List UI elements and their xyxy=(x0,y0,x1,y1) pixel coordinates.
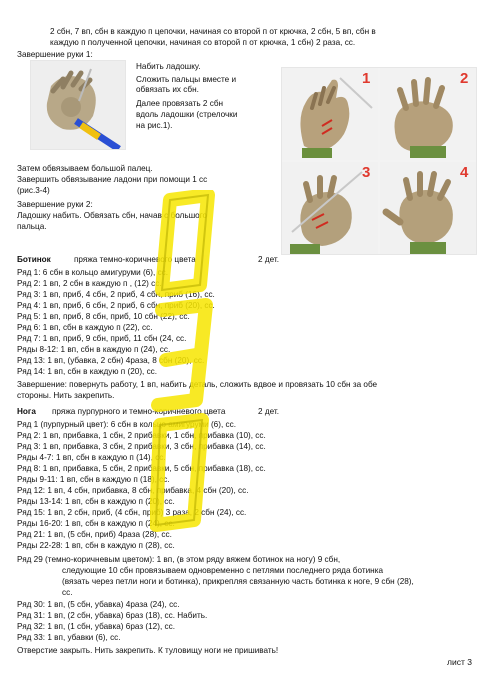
photo-label-4: 4 xyxy=(460,164,469,181)
hand-step-3b: вдоль ладошки (стрелочки xyxy=(136,110,238,119)
boot-yarn: пряжа темно-коричневого цвета xyxy=(74,255,196,264)
boot-row: Ряд 14: 1 вп, сбн в каждую п (20), сс. xyxy=(17,367,158,376)
boot-finish-1: Завершение: повернуть работу, 1 вп, набить деталь, сложить вдвое и провязать 10 сбн за обе xyxy=(17,380,378,389)
hand-step-2b: обвязать их сбн. xyxy=(136,85,199,94)
leg-row: Ряд 8: 1 вп, прибавка, 5 сбн, 2 прибавки, 5 сбн, прибавка (18), сс. xyxy=(17,464,266,473)
photo-step-4 xyxy=(380,162,476,254)
leg-row: Ряд 2: 1 вп, прибавка, 1 сбн, 2 прибавки, 1 сбн, прибавка (10), сс. xyxy=(17,431,266,440)
leg-row29-3: (вязать через петли ноги и ботинка), прикрепляя связанную часть ботинка к ноге, 9 сбн (28), xyxy=(62,577,414,586)
leg-row-end: Ряд 31: 1 вп, (2 сбн, убавка) 6раз (18), сс. Набить. xyxy=(17,611,208,620)
leg-row: Ряд 21: 1 вп, (5 сбн, приб) 4раза (28), сс. xyxy=(17,530,172,539)
leg-count: 2 дет. xyxy=(258,407,280,416)
thumb-line-3: (рис.3-4) xyxy=(17,186,50,195)
leg-row: Ряды 22-28: 1 вп, сбн в каждую п (28), сс. xyxy=(17,541,175,550)
leg-row: Ряд 15: 1 вп, 2 сбн, приб, (4 сбн, приб) 3 раза, 2 сбн (24), сс. xyxy=(17,508,247,517)
leg-row: Ряды 9-11: 1 вп, сбн в каждую п (18), сс. xyxy=(17,475,170,484)
boot-row: Ряды 8-12: 1 вп, сбн в каждую п (24), сс. xyxy=(17,345,171,354)
hand2-text-1: Ладошку набить. Обвязать сбн, начав с большого xyxy=(17,211,208,220)
hand-step-2a: Сложить пальцы вместе и xyxy=(136,75,237,84)
hand-title: Завершение руки 1: xyxy=(17,50,93,59)
intro-line-2: каждую п полученной цепочки, начиная со второй п от крючка, 1 сбн) 2 раза, сс. xyxy=(50,38,356,47)
leg-row29-1: Ряд 29 (темно-коричневым цветом): 1 вп, (в этом ряду вяжем ботинок на ногу) 9 сбн, xyxy=(17,555,341,564)
boot-row: Ряд 2: 1 вп, 2 сбн в каждую п , (12) сс. xyxy=(17,279,162,288)
photo-step-1 xyxy=(282,68,378,160)
boot-row: Ряд 7: 1 вп, приб, 9 сбн, приб, 11 сбн (24, сс. xyxy=(17,334,187,343)
thumb-line-2: Завершить обвязывание ладони при помощи 1 сс xyxy=(17,175,208,184)
boot-row: Ряд 4: 1 вп, приб, 6 сбн, 2 приб, 6 сбн, приб (20), сс. xyxy=(17,301,215,310)
leg-row29-2: следующие 10 сбн провязываем одновременно с петлями последнего ряда ботинка xyxy=(62,566,384,575)
boot-finish-2: стороны. Нить закрепить. xyxy=(17,391,115,400)
boot-count: 2 дет. xyxy=(258,255,280,264)
hand2-text-2: пальца. xyxy=(17,222,47,231)
hand-step-3c: на рис.1). xyxy=(136,121,173,130)
photo-step-2 xyxy=(380,68,476,160)
boot-row: Ряд 13: 1 вп, (убавка, 2 сбн) 4раза, 8 сбн (20), сс. xyxy=(17,356,205,365)
boot-row: Ряд 6: 1 вп, сбн в каждую п (22), сс. xyxy=(17,323,153,332)
leg-row-end: Ряд 33: 1 вп, убавки (6), сс. xyxy=(17,633,121,642)
boot-row: Ряд 3: 1 вп, приб, 4 сбн, 2 приб, 4 сбн, приб (16), сс. xyxy=(17,290,215,299)
leg-row: Ряды 16-20: 1 вп, сбн в каждую п (24), сс. xyxy=(17,519,175,528)
leg-closing: Отверстие закрыть. Нить закрепить. К туловищу ноги не пришивать! xyxy=(17,646,279,655)
intro-line-1: 2 сбн, 7 вп, сбн в каждую п цепочки, начиная со второй п от крючка, 2 сбн, 5 вп, сбн в xyxy=(50,27,376,36)
thumb-line-1: Затем обвязываем большой палец. xyxy=(17,164,153,173)
leg-title: Нога xyxy=(17,407,36,416)
hand-step-3a: Далее провязать 2 сбн xyxy=(136,99,224,108)
hand2-title: Завершение руки 2: xyxy=(17,200,93,209)
boot-row: Ряд 5: 1 вп, приб, 8 сбн, приб, 10 сбн (22), сс. xyxy=(17,312,190,321)
leg-row-end: Ряд 30: 1 вп, (5 сбн, убавка) 4раза (24), сс. xyxy=(17,600,180,609)
boot-title: Ботинок xyxy=(17,255,51,264)
hand-step-1: Набить ладошку. xyxy=(136,62,201,71)
leg-row: Ряды 4-7: 1 вп, сбн в каждую п (14), сс. xyxy=(17,453,166,462)
leg-row: Ряды 13-14: 1 вп, сбн в каждую п (20), сс. xyxy=(17,497,175,506)
photo-label-3: 3 xyxy=(362,164,371,181)
photo-step-3 xyxy=(282,162,378,254)
leg-row: Ряд 12: 1 вп, 4 сбн, прибавка, 8 сбн, прибавка, 4 сбн (20), сс. xyxy=(17,486,249,495)
leg-yarn: пряжа пурпурного и темно-коричневого цвета xyxy=(52,407,226,416)
leg-row29-4: сс. xyxy=(62,588,73,597)
leg-row: Ряд 3: 1 вп, прибавка, 3 сбн, 2 прибавки, 3 сбн, прибавка (14), сс. xyxy=(17,442,266,451)
leg-row-end: Ряд 32: 1 вп, (1 сбн, убавка) 6раз (12), сс. xyxy=(17,622,175,631)
photo-label-1: 1 xyxy=(362,70,371,87)
page-number: лист 3 xyxy=(447,657,472,667)
photo-hand-with-hook xyxy=(30,60,126,150)
photo-label-2: 2 xyxy=(460,70,469,87)
photo-grid-steps xyxy=(281,67,477,255)
leg-row: Ряд 1 (пурпурный цвет): 6 сбн в кольцо амигуруми (6), сс. xyxy=(17,420,236,429)
boot-row: Ряд 1: 6 сбн в кольцо амигуруми (6), сс. xyxy=(17,268,169,277)
